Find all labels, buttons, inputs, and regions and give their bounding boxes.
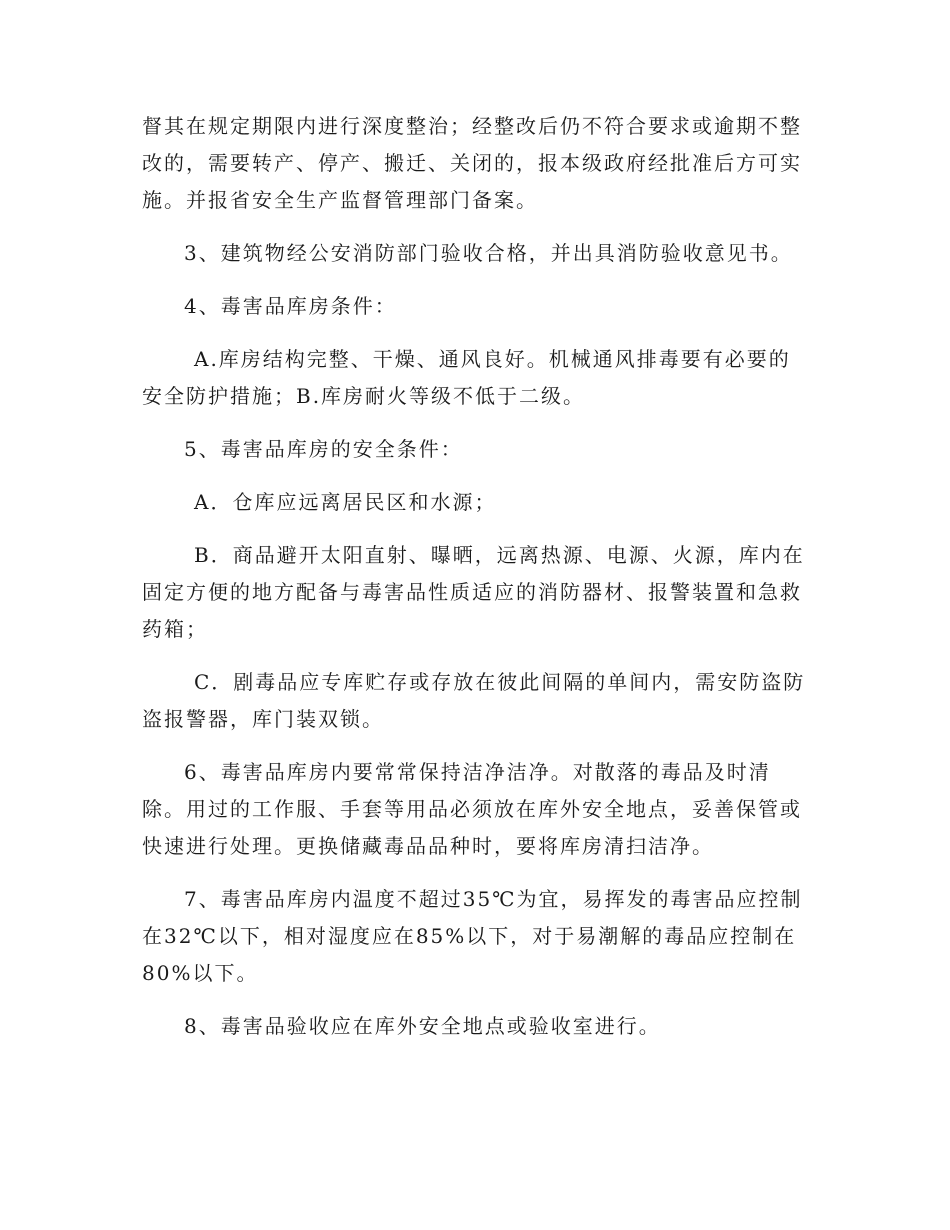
- paragraph-item-5: 5、毒害品库房的安全条件：: [184, 437, 463, 461]
- paragraph-item-7: 7、毒害品库房内温度不超过35℃为宜，易挥发的毒害品应控制在32℃以下，相对湿度应在85%以下，对于易潮解的毒品应控制在80%以下。: [142, 887, 803, 985]
- paragraph-item-4-ab: A.库房结构完整、干燥、通风良好。机械通风排毒要有必要的安全防护措施；B.库房耐火等级不低于二级。: [142, 347, 791, 408]
- paragraph-item-6: 6、毒害品库房内要常常保持洁净洁净。对散落的毒品及时清除。用过的工作服、手套等用品必须放在库外安全地点，妥善保管或快速进行处理。更换储藏毒品品种时，要将库房清扫洁净。: [142, 760, 802, 858]
- paragraph-item-5-a: A．仓库应远离居民区和水源；: [194, 490, 497, 514]
- paragraph-item-3: 3、建筑物经公安消防部门验收合格，并出具消防验收意见书。: [184, 241, 793, 265]
- paragraph-item-5-c: C．剧毒品应专库贮存或存放在彼此间隔的单间内，需安防盗防盗报警器，库门装双锁。: [142, 670, 806, 731]
- paragraph-item-8: 8、毒害品验收应在库外安全地点或验收室进行。: [184, 1014, 661, 1038]
- document-body: [142, 108, 810, 1045]
- paragraph-item-5-b: B．商品避开太阳直射、曝晒，远离热源、电源、火源，库内在固定方便的地方配备与毒害品性质适应的消防器材、报警装置和急救药箱；: [142, 543, 805, 641]
- paragraph-continuation: 督其在规定期限内进行深度整治；经整改后仍不符合要求或逾期不整改的，需要转产、停产、搬迁、关闭的，报本级政府经批准后方可实施。并报省安全生产监督管理部门备案。: [142, 114, 802, 212]
- paragraph-item-4: 4、毒害品库房条件：: [184, 294, 397, 318]
